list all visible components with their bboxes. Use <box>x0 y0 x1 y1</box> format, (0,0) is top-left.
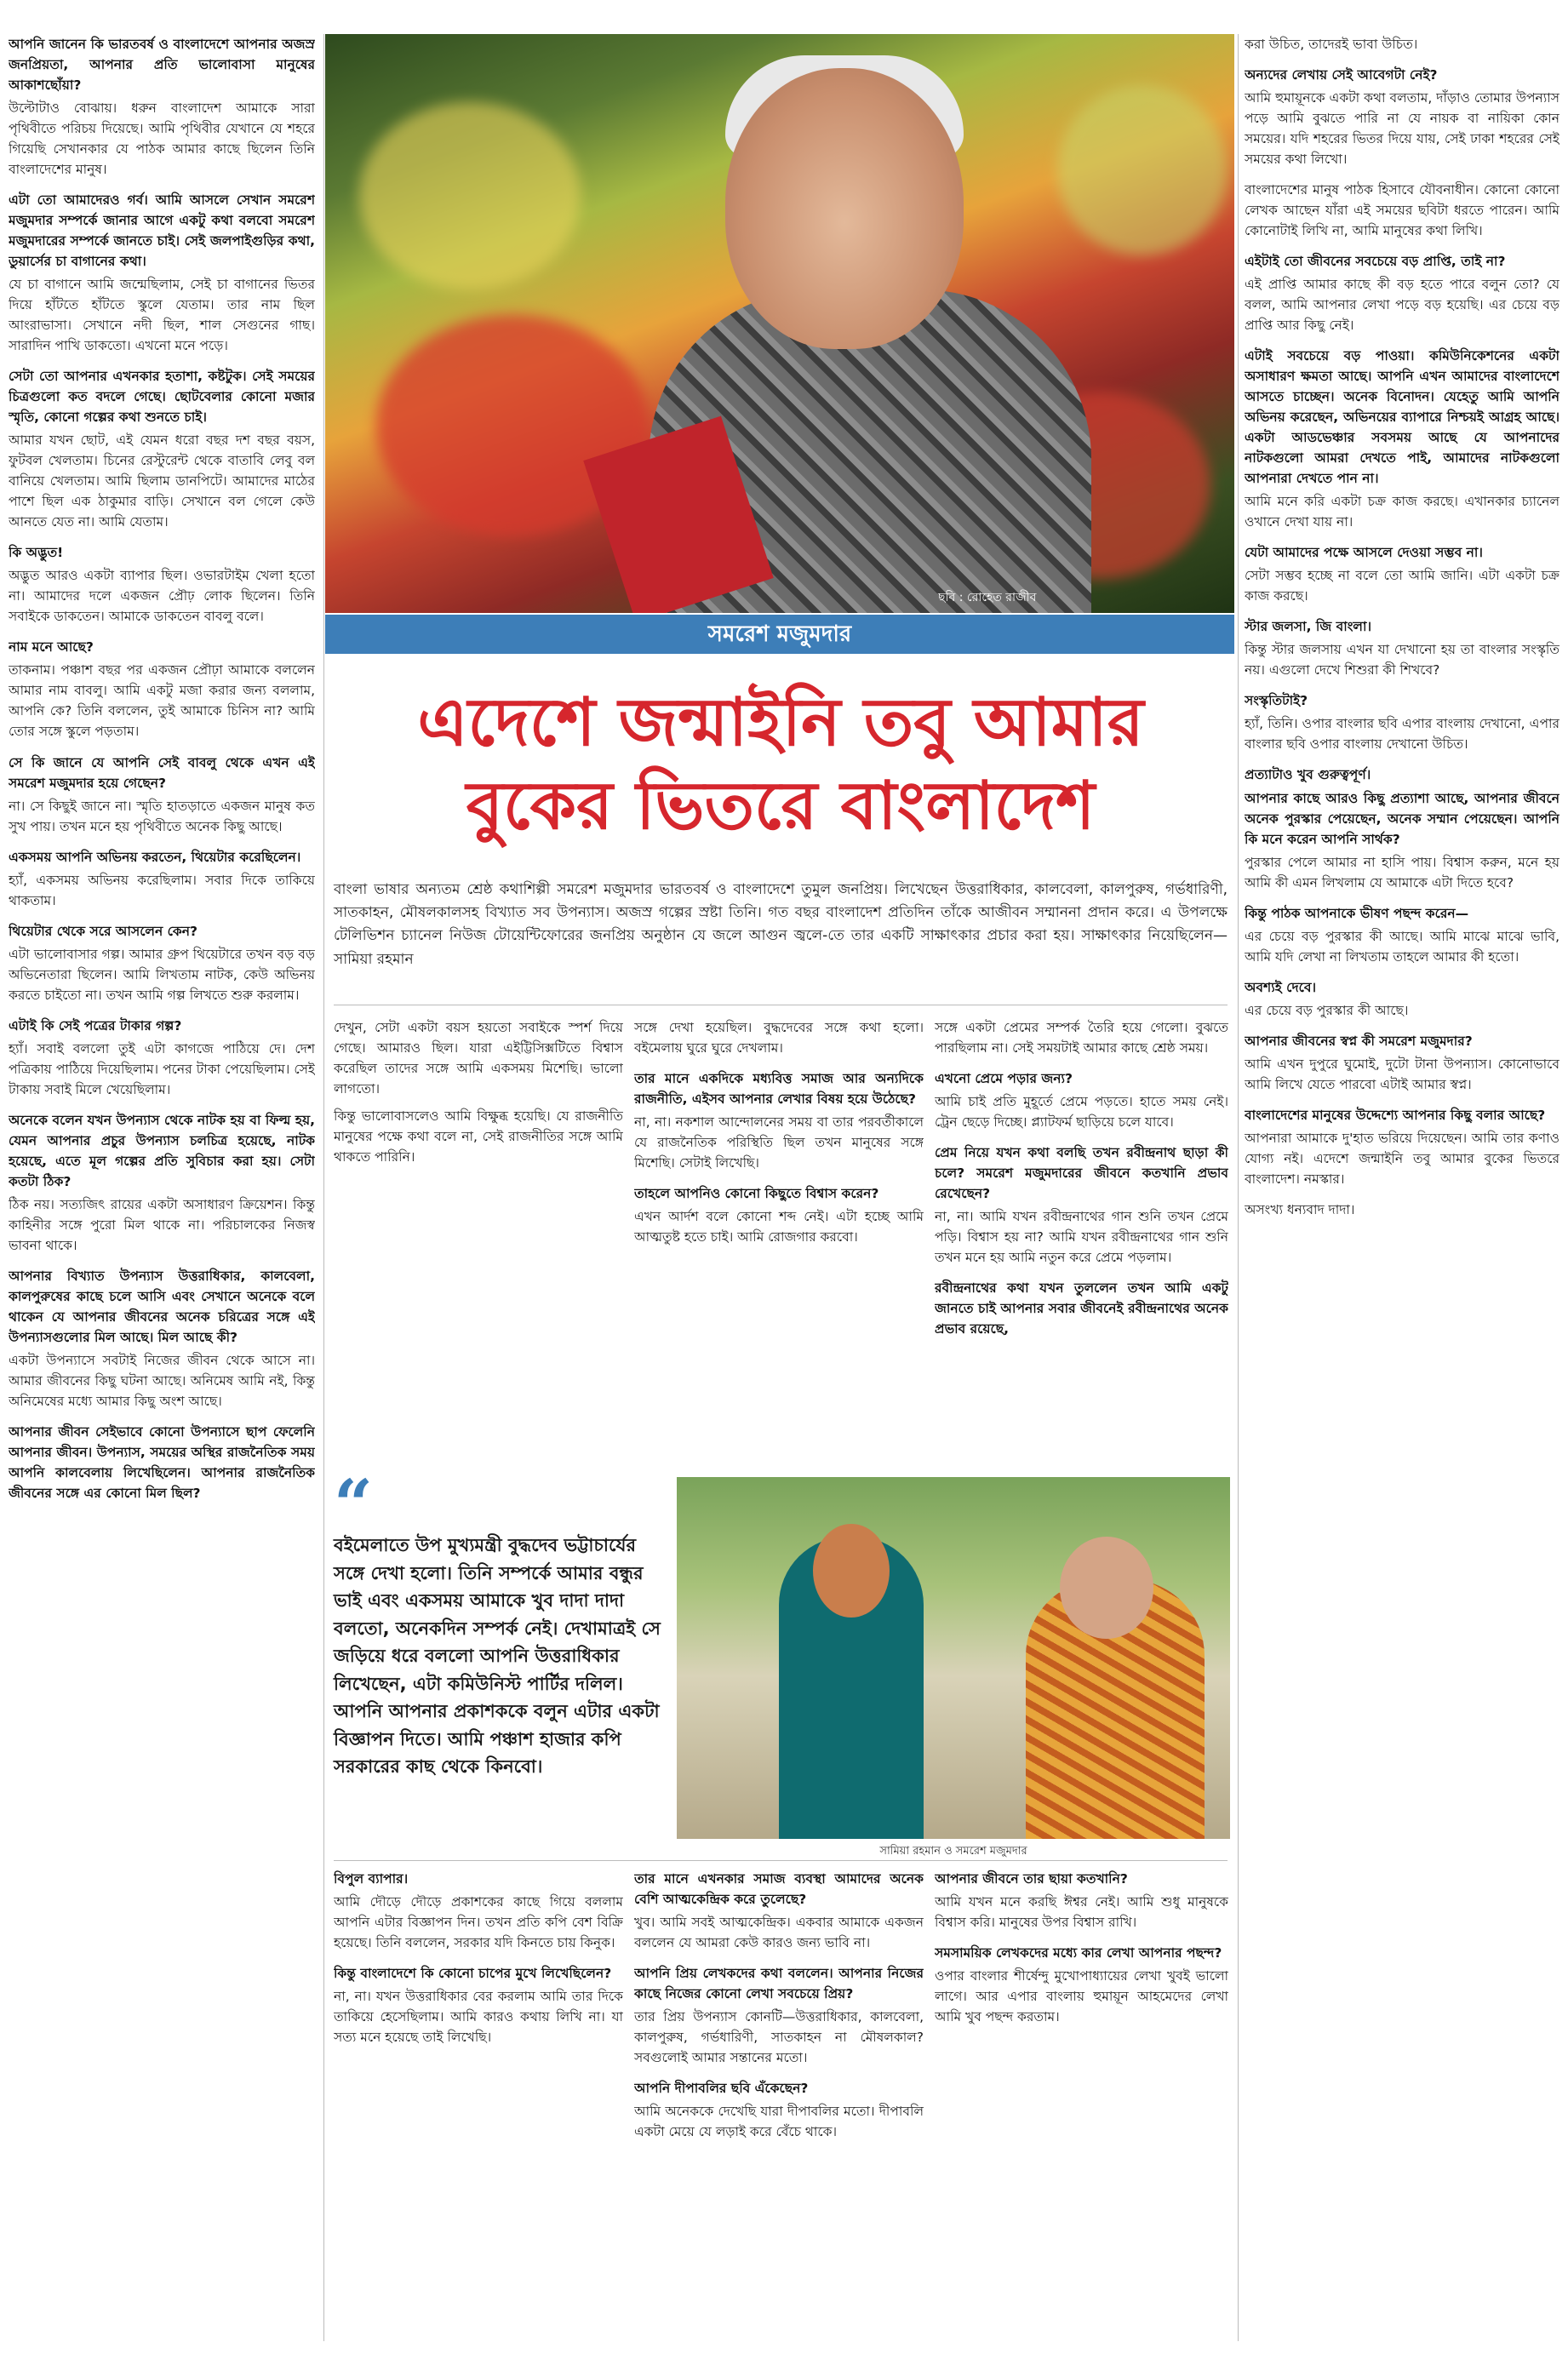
answer-text: তাকনাম। পঞ্চাশ বছর পর একজন প্রৌঢ়া আমাকে বললেন আমার নাম বাবলু। আমি একটু মজা করার জন্য বললাম, আপনি কে? তিনি বললেন, তুই আমাকে চিনিস না? আমি তোর সঙ্গে স্কুলে পড়তাম। <box>9 662 315 740</box>
question-text: আপনার জীবনের স্বপ্ন কী সমরেশ মজুমদার? <box>1245 1033 1473 1049</box>
answer-text: এটা ভালোবাসার গল্প। আমার গ্রুপ থিয়েটারে তখন বড় বড় অভিনেতারা ছিলেন। আমি লিখতাম নাটক, কেউ অভিনয় করতে চাইতো না। তখন আমি গল্প লিখতে শুরু করলাম। <box>9 946 315 1003</box>
question-text: তার মানে এখনকার সমাজ ব্যবস্থা আমাদের অনেক বেশি আত্মকেন্দ্রিক করে তুলেছে? <box>634 1871 924 1908</box>
sign-off: অসংখ্য ধন্যবাদ দাদা। <box>1245 1201 1355 1217</box>
answer-text: পুরস্কার পেলে আমার না হাসি পায়। বিশ্বাস করুন, মনে হয় আমি কী এমন লিখলাম যে আমাকে এটা দিতে হবে? <box>1245 854 1559 890</box>
interviewer-portrait <box>813 1524 890 1618</box>
column-left <box>9 34 315 2333</box>
question-text: প্রেম নিয়ে যখন কথা বলছি তখন রবীন্দ্রনাথ ছাড়া কী চলে? সমরেশ মজুমদারের জীবনে কতখানি প্রভাব রেখেছেন? <box>935 1145 1228 1202</box>
answer-text: আমার যখন ছোট, এই যেমন ধরো বছর দশ বছর বয়স, ফুটবল খেলতাম। চিনের রেস্টুরেন্ট থেকে বাতাবি লেবু বল বানিয়ে খেলতাম। আমি ছিলাম ডানপিটে। আমাদের মাঠের পাশে ছিল এক ঠাকুমার বাড়ি। সেখানে বল গেলে কেউ আনতে যেত না। আমি যেতাম। <box>9 432 315 530</box>
answer-text: অদ্ভুত আরও একটা ব্যাপার ছিল। ওভারটাইম খেলা হতো না। আমাদের দলে একজন প্রৌঢ় লোক ছিলেন। তিনি সবাইকে ডাকতেন। আমাকে ডাকতেন বাবলু বলে। <box>9 568 315 625</box>
answer-text: না, না। যখন উত্তরাধিকার বের করলাম আমি তার দিকে তাকিয়ে হেসেছিলাম। আমি কারও কথায় লিখি না। যা সত্য মনে হয়েছে তাই লিখেছি। <box>334 1989 623 2046</box>
question-text: এটাই সবচেয়ে বড় পাওয়া। কমিউনিকেশনের একটা অসাধারণ ক্ষমতা আছে। আপনি এখন আমাদের বাংলাদেশে আসতে চাচ্ছেন। অনেক বিনোদন। যেহেতু আমি আপনি অভিনয় করেছেন, অভিনয়ের ব্যাপারে নিশ্চয়ই আগ্রহ আছে। একটা আডভেঞ্চার সবসময় আছে যে আপনাদের নাটকগুলো আমরা দেখতে পাই, আমাদের নাটকগুলো আপনারা দেখতে পান না। <box>1245 348 1559 487</box>
answer-text: একটা উপন্যাসে সবটাই নিজের জীবন থেকে আসে না। আমার জীবনের কিছু ঘটনা আছে। অনিমেষ আমি নই, কিন্তু অনিমেষের মধ্যে আমার কিছু অংশ আছে। <box>9 1352 315 1409</box>
column-right <box>1245 34 1559 2333</box>
question-text: বাংলাদেশের মানুষের উদ্দেশ্যে আপনার কিছু বলার আছে? <box>1245 1107 1546 1123</box>
question-text: আপনার বিখ্যাত উপন্যাস উত্তরাধিকার, কালবেলা, কালপুরুষের কাছে চলে আসি এবং সেখানে অনেকে বলে থাকেন যে আপনার জীবনের অনেক চরিত্রের সঙ্গে এই উপন্যাসগুলোর মিল আছে। মিল আছে কী? <box>9 1268 315 1345</box>
headline-line-2: বুকের ভিতরে বাংলাদেশ <box>466 766 1096 845</box>
quote-mark-icon: “ <box>334 1464 374 1544</box>
question-text: আপনার কাছে আরও কিছু প্রত্যাশা আছে, আপনার জীবনে অনেক পুরস্কার পেয়েছেন, অনেক সম্মান পেয়েছেন। আপনি কি মনে করেন আপনি সার্থক? <box>1245 790 1559 847</box>
answer-text: আমি মনে করি একটা চক্র কাজ করছে। এখানকার চ্যানেল ওখানে দেখা যায় না। <box>1245 494 1559 530</box>
question-text: কি অদ্ভুত! <box>9 545 64 561</box>
interview-photo <box>677 1477 1230 1839</box>
column-lower-3 <box>935 1869 1228 2345</box>
answer-text: উল্টোটাও বোঝায়। ধরুন বাংলাদেশ আমাকে সারা পৃথিবীতে পরিচয় দিয়েছে। আমি পৃথিবীর যেখানে যে শহরে গিয়েছি সেখানকার যে পাঠক আমার কাছে ছিলেন তিনি বাংলাদেশের মানুষ। <box>9 100 315 178</box>
answer-text: আমি যখন মনে করছি ঈশ্বর নেই। আমি শুধু মানুষকে বিশ্বাস করি। মানুষের উপর বিশ্বাস রাখি। <box>935 1894 1228 1931</box>
question-text: অনেকে বলেন যখন উপন্যাস থেকে নাটক হয় বা ফিল্ম হয়, যেমন আপনার প্রচুর উপন্যাস চলচিত্র হয়েছে, নাটক হয়েছে, এতে মূল গল্পের প্রতি সুবিচার করা হয়। সেটা কতটা ঠিক? <box>9 1112 315 1189</box>
answer-text: এর চেয়ে বড় পুরস্কার কী আছে। আমি মাঝে মাঝে ভাবি, আমি যদি লেখা না লিখতাম তাহলে আমার কী হতো। <box>1245 928 1559 965</box>
body-paragraph: কিন্তু ভালোবাসলেও আমি বিক্ষুব্ধ হয়েছি। যে রাজনীতি মানুষের পক্ষে কথা বলে না, সেই রাজনীতির সঙ্গে আমি থাকতে পারিনি। <box>334 1108 623 1165</box>
question-text: থিয়েটার থেকে সরে আসলেন কেন? <box>9 923 197 939</box>
answer-text: সঙ্গে দেখা হয়েছিল। বুদ্ধদেবের সঙ্গে কথা হলো। বইমেলায় ঘুরে ঘুরে দেখলাম। <box>634 1020 924 1057</box>
answer-text: আমি দৌড়ে দৌড়ে প্রকাশকের কাছে গিয়ে বললাম আপনি এটার বিজ্ঞাপন দিন। তখন প্রতি কপি বেশ বিক্রি হয়েছে। তিনি বললেন, সরকার যদি কিনতে চায় কিনুক। <box>334 1894 623 1951</box>
question-text: আপনার জীবনে তার ছায়া কতখানি? <box>935 1871 1128 1887</box>
answer-text: তার প্রিয় উপন্যাস কোনটি—উত্তরাধিকার, কালবেলা, কালপুরুষ, গর্ভধারিণী, সাতকাহন না মৌষলকাল? সবগুলোই আমার সন্তানের মতো। <box>634 2009 924 2066</box>
intro-paragraph: বাংলা ভাষার অন্যতম শ্রেষ্ঠ কথাশিল্পী সমরেশ মজুমদার ভারতবর্ষ ও বাংলাদেশে তুমুল জনপ্রিয়। লিখেছেন উত্তরাধিকার, কালবেলা, কালপুরুষ, গর্ভধারিণী, সাতকাহন, মৌষলকালসহ বিখ্যাত সব উপন্যাস। অজস্র গল্পের স্রষ্টা তিনি। গত বছর বাংলাদেশ প্রতিদিন তাঁকে আজীবন সম্মাননা প্রদান করে। এ উপলক্ষে টেলিভিশন চ্যানেল নিউজ টোয়েন্টিফোরের জনপ্রিয় অনুষ্ঠান যে জলে আগুন জ্বলে-তে তার একটি সাক্ষাৎকার প্রচার করা হয়। সাক্ষাৎকার নিয়েছিলেন—সামিয়া রহমান <box>334 881 1228 968</box>
column-lower-2 <box>634 1869 924 2345</box>
answer-text: যে চা বাগানে আমি জন্মেছিলাম, সেই চা বাগানের ভিতর দিয়ে হাঁটতে হাঁটতে স্কুলে যেতাম। তার নাম ছিল আংরাভাসা। সেখানে নদী ছিল, শাল সেগুনের গাছ। সারাদিন পাখি ডাকতো। এখনো মনে পড়ে। <box>9 277 315 354</box>
question-text: কিন্তু বাংলাদেশে কি কোনো চাপের মুখে লিখেছিলেন? <box>334 1966 612 1982</box>
photo-credit: ছবি : রোহেত রাজীব <box>938 591 1037 604</box>
question-text: নাম মনে আছে? <box>9 639 94 656</box>
answer-text: না, না। আমি যখন রবীন্দ্রনাথের গান শুনি তখন প্রেমে পড়ি। বিশ্বাস হয় না? আমি যখন রবীন্দ্রনাথের গান শুনি তখন মনে হয় আমি নতুন করে প্রেমে পড়লাম। <box>935 1209 1228 1266</box>
author-portrait-2 <box>1060 1537 1153 1639</box>
column-middle-1 <box>334 1017 623 1469</box>
answer-text: না, না। নকশাল আন্দোলনের সময় বা তার পরবর্তীকালে যে রাজনৈতিক পরিস্থিতি ছিল তখন মানুষের সঙ্গে মিশেছি। সেটাই লিখেছি। <box>634 1114 924 1171</box>
answer-text: সঙ্গে একটা প্রেমের সম্পর্ক তৈরি হয়ে গেলো। বুঝতে পারছিলাম না। সেই সময়টাই আমার কাছে শ্রেষ্ঠ সময়। <box>935 1020 1228 1057</box>
question-text: এইটাই তো জীবনের সবচেয়ে বড় প্রাপ্তি, তাই না? <box>1245 254 1506 270</box>
question-text: স্টার জলসা, জি বাংলা। <box>1245 619 1372 635</box>
answer-text: ওপার বাংলার শীর্ষেন্দু মুখোপাধ্যায়ের লেখা খুবই ভালো লাগে। আর এপার বাংলায় হুমায়ূন আহমেদের লেখা আমি খুব পছন্দ করতাম। <box>935 1968 1228 2025</box>
question-text: সমসাময়িক লেখকদের মধ্যে কার লেখা আপনার পছন্দ? <box>935 1945 1222 1961</box>
photo-caption: সামিয়া রহমান ও সমরেশ মজুমদার <box>879 1845 1027 1858</box>
answer-text: বাংলাদেশের মানুষ পাঠক হিসাবে যৌবনাধীন। কোনো কোনো লেখক আছেন যাঁরা এই সময়ের ছবিটা ধরতে পারেন। আমি কোনোটাই লিখি না, আমি মানুষের কথা লিখি। <box>1245 182 1559 239</box>
question-text: যেটা আমাদের পক্ষে আসলে দেওয়া সম্ভব না। <box>1245 545 1483 561</box>
column-middle-2 <box>634 1017 924 1469</box>
question-text: সে কি জানে যে আপনি সেই বাবলু থেকে এখন এই সমরেশ মজুমদার হয়ে গেছেন? <box>9 754 315 791</box>
pull-quote <box>334 1464 666 1843</box>
answer-text: ঠিক নয়। সত্যজিৎ রায়ের একটা অসাধারণ ক্রিয়েশন। কিন্তু কাহিনীর সঙ্গে পুরো মিল থাকে না। পরিচালকের নিজস্ব ভাবনা থাকে। <box>9 1196 315 1253</box>
question-text: এখনো প্রেমে পড়ার জন্য? <box>935 1071 1073 1087</box>
column-divider <box>1238 34 1239 2341</box>
question-text: তাহলে আপনিও কোনো কিছুতে বিশ্বাস করেন? <box>634 1186 879 1202</box>
answer-text: আমি এখন দুপুরে ঘুমোই, দুটো টানা উপন্যাস। কোনোভাবে আমি লিখে যেতে পারবো এটাই আমার স্বপ্ন। <box>1245 1056 1559 1092</box>
answer-text: হ্যাঁ। সবাই বললো তুই এটা কাগজে পাঠিয়ে দে। দেশ পত্রিকায় পাঠিয়ে দিয়েছিলাম। পনের টাকা পেয়েছিলাম। সেই টাকায় সবাই মিলে খেয়েছিলাম। <box>9 1040 315 1097</box>
answer-text: না। সে কিছুই জানে না। স্মৃতি হাতড়াতে একজন মানুষ কত সুখ পায়। তখন মনে হয় পৃথিবীতে অনেক কিছু আছে। <box>9 798 315 834</box>
question-text: তার মানে একদিকে মধ্যবিত্ত সমাজ আর অন্যদিকে রাজনীতি, এইসব আপনার লেখার বিষয় হয়ে উঠেছে? <box>634 1071 924 1108</box>
question-text: আপনি দীপাবলির ছবি এঁকেছেন? <box>634 2081 809 2097</box>
author-byline: সমরেশ মজুমদার <box>325 615 1234 654</box>
question-text: বিপুল ব্যাপার। <box>334 1871 409 1887</box>
column-divider <box>323 34 324 2341</box>
question-text: সংস্কৃতিটাই? <box>1245 693 1308 709</box>
answer-text: খুব। আমি সবই আত্মকেন্দ্রিক। একবার আমাকে একজন বললেন যে আমরা কেউ কারও জন্য ভাবি না। <box>634 1915 924 1951</box>
section-divider <box>334 1860 1228 1861</box>
headline-line-1: এদেশে জন্মাইনি তবু আমার <box>417 684 1144 761</box>
author-portrait <box>725 68 964 349</box>
answer-text: আমি হুমায়ূনকে একটা কথা বলতাম, দাঁড়াও তোমার উপন্যাস পড়ে আমি বুঝতে পারি না যে নায়ক বা নায়িকা কোন সময়ের। যদি শহরের ভিতর দিয়ে যায়, সেই ঢাকা শহরের সেই সময়ের কথা লিখো। <box>1245 90 1559 168</box>
question-text: রবীন্দ্রনাথের কথা যখন তুললেন তখন আমি একটু জানতে চাই আপনার সবার জীবনেই রবীন্দ্রনাথের অনেক প্রভাব রয়েছে, <box>935 1280 1228 1337</box>
body-paragraph: দেখুন, সেটা একটা বয়স হয়তো সবাইকে স্পর্শ দিয়ে গেছে। আমারও ছিল। যারা এইট্টিসিক্সটিতে বিশ্বাস করেছিল তাদের সঙ্গে আমি একসময় মিশেছি। ভালো লাগতো। <box>334 1020 623 1097</box>
answer-text: আপনারা আমাকে দু'হাত ভরিয়ে দিয়েছেন। আমি তার কণাও যোগ্য নই। এদেশে জন্মাইনি তবু আমার বুকের ভিতরে বাংলাদেশ। নমস্কার। <box>1245 1130 1559 1187</box>
answer-text: হ্যাঁ, একসময় অভিনয় করেছিলাম। সবার দিকে তাকিয়ে থাকতাম। <box>9 872 315 908</box>
column-middle-3 <box>935 1017 1228 1469</box>
hero-photo <box>325 34 1234 613</box>
answer-text: এর চেয়ে বড় পুরস্কার কী আছে। <box>1245 1002 1409 1018</box>
answer-text: করা উচিত, তাদেরই ভাবা উচিত। <box>1245 37 1418 52</box>
pull-quote-text: বইমেলাতে উপ মুখ্যমন্ত্রী বুদ্ধদেব ভট্টাচার্যের সঙ্গে দেখা হলো। তিনি সম্পর্কে আমার বন্ধুর ভাই এবং একসময় আমাকে খুব দাদা দাদা বলতো, অনেকদিন সম্পর্ক নেই। দেখামাত্রই সে জড়িয়ে ধরে বললো আপনি উত্তরাধিকার লিখেছেন, এটা কমিউনিস্ট পার্টির দলিল। আপনি আপনার প্রকাশককে বলুন এটার একটা বিজ্ঞাপন দিতে। আমি পঞ্চাশ হাজার কপি সরকারের কাছ থেকে কিনবো। <box>334 1535 661 1778</box>
answer-text: কিন্তু স্টার জলসায় এখন যা দেখানো হয় তা বাংলার সংস্কৃতি নয়। এগুলো দেখে শিশুরা কী শিখবে? <box>1245 642 1559 679</box>
column-lower-1 <box>334 1869 623 2345</box>
question-text: অন্যদের লেখায় সেই আবেগটা নেই? <box>1245 67 1438 83</box>
answer-text: সেটা সম্ভব হচ্ছে না বলে তো আমি জানি। এটা একটা চক্র কাজ করছে। <box>1245 568 1559 604</box>
answer-text: আমি চাই প্রতি মুহূর্তে প্রেমে পড়তে। হাতে সময় নেই। ট্রেন ছেড়ে দিচ্ছে। প্ল্যাটফর্ম ছাড়িয়ে চলে যাবে। <box>935 1094 1228 1131</box>
question-text: কিন্তু পাঠক আপনাকে ভীষণ পছন্দ করেন— <box>1245 905 1469 921</box>
question-text: আপনার জীবন সেইভাবে কোনো উপন্যাসে ছাপ ফেলেনি আপনার জীবন। উপন্যাস, সময়ের অস্থির রাজনৈতিক সময় আপনি কালবেলায় লিখেছিলেন। আপনার রাজনৈতিক জীবনের সঙ্গে এর কোনো মিল ছিল? <box>9 1423 315 1501</box>
question-text: অবশ্যই দেবে। <box>1245 979 1317 995</box>
question-text: আপনি প্রিয় লেখকদের কথা বললেন। আপনার নিজের কাছে নিজের কোনো লেখা সবচেয়ে প্রিয়? <box>634 1966 924 2002</box>
answer-text: হ্যাঁ, তিনি। ওপার বাংলার ছবি এপার বাংলায় দেখানো, এপার বাংলার ছবি ওপার বাংলায় দেখানো উচিত। <box>1245 716 1559 753</box>
question-text: আপনি জানেন কি ভারতবর্ষ ও বাংলাদেশে আপনার অজস্র জনপ্রিয়তা, আপনার প্রতি ভালোবাসা মানুষের আকাশছোঁয়া? <box>9 37 315 94</box>
question-text: সেটা তো আপনার এখনকার হতাশা, কষ্টটুক। সেই সময়ের চিত্রগুলো কত বদলে গেছে। ছোটবেলার কোনো মজার স্মৃতি, কোনো গল্পের কথা শুনতে চাই। <box>9 369 315 426</box>
question-text: এটা তো আমাদেরও গর্ব। আমি আসলে সেখান সমরেশ মজুমদার সম্পর্কে জানার আগে একটু কথা বলবো সমরেশ মজুমদারের সম্পর্কে জানতে চাই। সেই জলপাইগুড়ির কথা, ডুয়ার্সের চা বাগানের কথা। <box>9 192 315 270</box>
question-text: এটাই কি সেই পত্রের টাকার গল্প? <box>9 1017 182 1034</box>
answer-text: আমি অনেককে দেখেছি যারা দীপাবলির মতো। দীপাবলি একটা মেয়ে যে লড়াই করে বেঁচে থাকে। <box>634 2104 924 2140</box>
headline <box>334 681 1228 847</box>
question-text: প্রত্যাটাও খুব গুরুত্বপূর্ণ। <box>1245 767 1371 783</box>
answer-text: এই প্রাপ্তি আমার কাছে কী বড় হতে পারে বলুন তো? যে বলল, আমি আপনার লেখা পড়ে বড় হয়েছি। এর চেয়ে বড় প্রাপ্তি আর কিছু নেই। <box>1245 277 1559 334</box>
question-text: একসময় আপনি অভিনয় করতেন, থিয়েটার করেছিলেন। <box>9 849 301 865</box>
answer-text: এখন আর্দশ বলে কোনো শব্দ নেই। এটা হচ্ছে আমি আত্মতুষ্ট হতে চাই। আমি রোজগার করবো। <box>634 1209 924 1245</box>
